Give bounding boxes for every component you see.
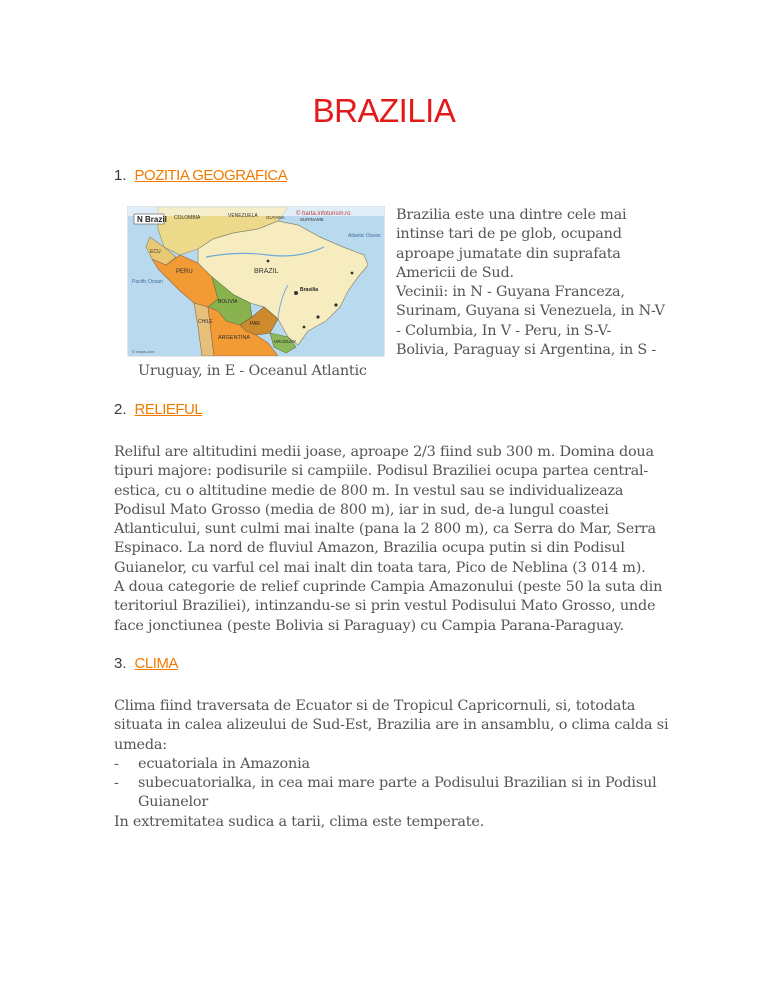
map-label-peru: PERU (176, 269, 193, 275)
bullet-marker: - (114, 755, 119, 772)
page-title: BRAZILIA (312, 92, 456, 129)
text-line: aproape jumatate din suprafata (396, 245, 621, 262)
text-line: Brazilia este una dintre cele mai (396, 207, 627, 223)
text-line: teritoriul Braziliei), intinzandu-se si prin vestul Podisului Mato Grosso, unde (114, 598, 656, 615)
map-label-ecuador: ECU (150, 249, 161, 255)
map-source: © harta.infoturism.ro (296, 211, 351, 217)
text-line: A doua categorie de relief cuprinde Campia Amazonului (peste 50 la suta din (114, 579, 663, 596)
map-label-bolivia: BOLIVIA (218, 299, 238, 305)
text-line: Espinaco. La nord de fluviul Amazon, Brazilia ocupa putin si din Podisul (114, 540, 625, 557)
text-line: Podisul Mato Grosso (media de 800 m), iar in sud, de-a lungul coastei (114, 501, 609, 518)
text-line: Surinam, Guyana si Venezuela, in N-V (396, 303, 665, 320)
text-line: Clima fiind traversata de Ecuator si de Tropicul Capricornuli, si, totodata (114, 698, 636, 714)
text-line: tipuri majore: podisurile si campiile. Podisul Braziliei ocupa partea central- (114, 463, 649, 480)
list-item-text: subecuatorialka, in cea mai mare parte a Podisului Brazilian si in Podisul (138, 775, 657, 792)
clima-paragraph (114, 697, 668, 832)
text-line: face jonctiunea (peste Bolivia si Paraguay) cu Campia Parana-Paraguay. (114, 617, 624, 634)
text-line: situata in calea alizeului de Sud-Est, Brazilia are in ansamblu, o clima calda si (114, 717, 669, 734)
text-line: Bolivia, Paraguay si Argentina, in S - (396, 342, 657, 359)
section-heading-relieful (114, 401, 202, 418)
map-label-uruguay: URUGUAY (274, 339, 297, 344)
map-label-suriname: SURINAME (300, 217, 324, 222)
list-item (114, 774, 668, 793)
map-label-pacific: Pacific Ocean (132, 279, 163, 285)
section-heading-pozitia (114, 167, 287, 184)
map-tag: N Brazil (137, 215, 167, 224)
map-label-guyana: GUYANA (266, 215, 285, 220)
map-credit: © maps.com (132, 349, 155, 354)
map-label-brasilia: Brasilia (300, 287, 319, 293)
text-line: - Columbia, In V - Peru, in S-V- (396, 322, 612, 339)
text-line: umeda: (114, 736, 167, 753)
pozitia-continuation: Uruguay, in E - Oceanul Atlantic (138, 363, 367, 379)
text-line: In extremitatea sudica a tarii, clima este temperate. (114, 813, 485, 830)
section-title: POZITIA GEOGRAFICA (134, 167, 288, 184)
text-line: Vecinii: in N - Guyana Franceza, (396, 284, 625, 301)
map-label-venezuela: VENEZUELA (228, 213, 258, 219)
text-line: Reliful are altitudini medii joase, aproape 2/3 fiind sub 300 m. Domina doua (114, 444, 654, 460)
relieful-paragraph (114, 443, 662, 636)
text-line: intinse tari de pe glob, ocupand (396, 226, 622, 243)
section-heading-clima (114, 655, 178, 672)
text-line: Guianelor, cu varful cel mai inalt din toata tara, Pico de Neblina (3 014 m). (114, 559, 646, 576)
list-item-continuation (114, 793, 668, 812)
section-title: CLIMA (134, 655, 178, 672)
pozitia-side-text (396, 206, 665, 360)
text-line: Atlanticului, sunt culmi mai inalte (pana la 2 800 m), ca Serra do Mar, Serra (114, 521, 656, 538)
list-item-text: ecuatoriala in Amazonia (138, 755, 310, 772)
bullet-marker: - (114, 775, 119, 792)
list-item (114, 755, 668, 774)
section-title: RELIEFUL (134, 401, 203, 418)
text-line: estica, cu o altitudine medie de 800 m. In vestul sau se individualizeaza (114, 482, 624, 499)
brazil-map-image (127, 206, 385, 357)
map-label-chile: CHILE (198, 319, 213, 325)
section-number: 3. (114, 655, 127, 672)
section-number: 1. (114, 167, 127, 184)
map-label-paraguay: PAR (250, 321, 260, 327)
section-number: 2. (114, 401, 127, 418)
list-item-text: Guianelor (138, 794, 209, 811)
map-label-argentina: ARGENTINA (218, 335, 251, 341)
text-line: Americii de Sud. (396, 264, 514, 281)
map-label-colombia: COLOMBIA (174, 215, 201, 221)
map-label-atlantic: Atlantic Ocean (348, 233, 381, 239)
map-label-brazil: BRAZIL (254, 268, 279, 275)
